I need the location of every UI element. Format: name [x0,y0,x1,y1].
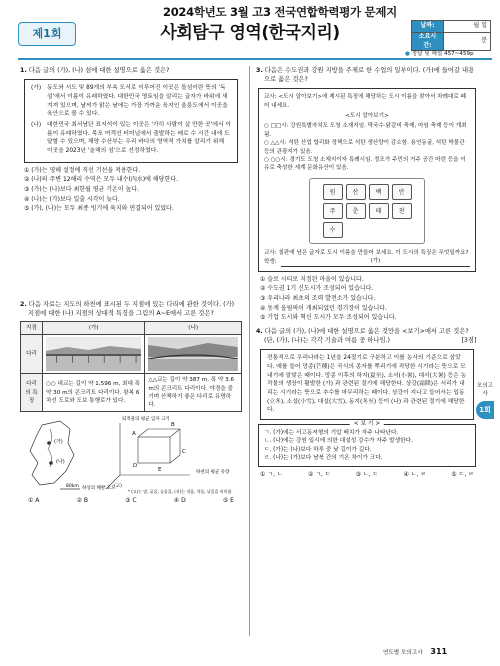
map-graph-figure [20,415,242,495]
question-2-options [20,497,242,506]
time-field[interactable]: 분 [444,33,491,51]
right-column [256,66,478,484]
clue-1: ○ □□시: 강원특별자치도 도청 소재지임. 막국수·닭갈비 축제, 마임 축제 등이 개최됨. [264,123,467,138]
question-3 [256,66,478,323]
option-5[interactable]: ⑤ (가), (나)는 모두 최종 빙기에 육지와 연결되어 있었다. [24,205,174,213]
question-4 [256,327,478,480]
y-axis-label: 퇴적물의 평균 입자 크기 [122,416,170,422]
bogi-box [258,421,476,467]
option-2[interactable]: ② ㄱ, ㄷ [307,471,331,479]
points-label: [3점] [461,337,477,345]
question-4-options [256,471,478,480]
clue-box-title: <도시 알아보기> [345,113,389,120]
tile[interactable]: 백 [369,184,389,200]
bridge-b-photo [145,335,242,374]
passage-tag: (나) [31,121,42,128]
side-tab-round: 1회 [476,401,494,419]
option-5[interactable]: ⑤ ㄷ, ㄹ [451,471,474,479]
column-divider [249,66,250,636]
passage-tag: (가) [31,85,42,92]
passage-text: 동도와 서도 및 89개의 부속 도서로 이루어진 이곳은 돌섬이란 뜻의 '독섬'에서 이름이 유래하였다. 대한민국 영토임을 알리는 글자가 바위에 새겨져 있으며, 날씨가 맑은 날에는 가장 가까운 육지인 울릉도에서 이곳을 육안으로 볼 수 있다. [47,85,228,118]
bridge-b-description: △△교는 길이 약 387 m, 폭 약 3.6 m의 콘크리트 다리이다. 야경을 즐기며 산책하기 좋은 다리로 유명하다. [145,374,242,411]
tile[interactable]: 주 [323,203,343,219]
passage-paragraph [31,84,231,119]
option-5[interactable]: ⑤ E [222,496,234,504]
side-tab[interactable] [476,383,494,419]
table-header-a: (가) [43,322,145,335]
option-5[interactable]: ⑤ 기업 도시와 혁신 도시가 모두 조성되어 있습니다. [260,314,397,322]
point-e: E [158,466,162,473]
clue-3: ○ ○○시: 경기도 도청 소재지이자 특례시임. 정조가 주민의 거주 공간 마련 등을 이유로 축성한 세계 문화유산이 있음. [264,156,466,172]
round-badge: 제1회 [18,22,76,46]
map-and-graph [20,415,242,495]
option-3[interactable]: ③ 우리나라 최초의 조력 발전소가 있습니다. [260,294,376,302]
x-axis-label: 하천의 평균 유량 [196,469,230,475]
option-4[interactable]: ④ 동계 올림픽이 개최되었던 경기장이 있습니다. [260,304,387,312]
exam-heading: 2024학년도 3월 고3 전국연합학력평가 문제지 [163,5,397,19]
passage-text: 대한민국 최서남단 표지석이 있는 이곳은 '가히 사람이 살 만한 곳'에서 이름이 유래하였다. 목포 여객선 터미널에서 출발하는 배로 수 시간 내에 도달할 수 있으며, 해양 수산부는 우리 바다의 영역적 가치를 알리기 위해 이곳을 2023년 '올해의 섬'으로 선정하였다. [47,121,232,154]
question-4-stem [256,327,478,345]
question-4-passage: 전통적으로 우리나라는 1년을 24절기로 구분하고 이를 농사의 기준으로 삼았다. 예를 들어 망종(芒種)은 곡식의 종자를 뿌리기에 적당한 시기라는 뜻으로 모내기에 알맞은 때이다. 망종 이후의 하지(夏至), 소서(小暑), 대서(大暑) 등은 농작물의 생장이 활발한 (가) 과 관련된 절기에 해당한다. 상강(霜降)은 서리가 내리는 시기라는 뜻으로 추수를 마무리하는 때이다. 상강이 지나고 들어서는 입동(立冬), 소설(小雪), 대설(大雪), 동지(冬至) 등이 (나) 과 관련된 절기에 해당한다. [260,349,474,420]
teacher-line-1: 교사: <도시 알아보기>에 제시된 특징에 해당하는 도시 이름을 찾아서 차례대로 떼어 내세요. [264,94,466,109]
clue-2: ○ △△시: 석탄 산업 합리화 정책으로 석탄 생산량이 감소함. 용연동굴, 석탄 박물관 등의 관광지가 있음. [264,140,465,155]
question-number: 4. [256,327,263,335]
student-line [264,257,470,266]
page-number: 311 [430,647,448,656]
tile[interactable]: 원 [323,184,343,200]
question-text: 다음 글의 (가), (나)에 대한 설명으로 옳은 것만을 <보기>에서 고른 것은? (단, (가), (나)는 각각 기술과 여름 중 하나임.) [264,327,469,345]
bridge-a-description: ○○ 대교는 길이 약 1,596 m, 최대 폭 약 30 m의 콘크리트 다리이다. 왕복 6차선 도로와 도보 통행로가 있다. [43,374,145,411]
question-number: 1. [20,67,27,74]
blackboard-tiles [309,178,425,244]
question-1-passage [24,79,238,163]
header-divider [18,58,492,60]
option-1[interactable]: ① A [28,496,40,504]
bridge-a-image [46,337,141,371]
row-label-bridge: 다리 [21,335,43,374]
row-label-feature: 다리의 특징 [21,374,43,411]
korea-map [30,421,80,489]
table-header-b: (나) [145,322,242,335]
option-1[interactable]: ① (가)는 영해 설정에 직선 기선을 적용한다. [24,166,141,174]
student-label: 학생: [264,258,277,265]
axis-direction: (고) [114,483,122,489]
question-2-stem [20,300,242,318]
tile[interactable]: 태 [369,203,389,219]
question-text: 다음은 수도권과 강원 지방을 주제로 한 수업의 일부이다. (가)에 들어갈 내용으로 옳은 것은? [264,67,475,84]
bogi-item: ㄹ. (나)는 (가)보다 남북 간의 기온 차이가 크다. [264,454,383,461]
option-4[interactable]: ④ (나)는 (가)보다 일출 시각이 늦다. [24,195,120,203]
bullet-icon: ● [405,51,410,57]
map-label-a: (가) [54,438,63,445]
tile[interactable]: 산 [346,184,366,200]
question-1 [20,66,242,214]
option-3[interactable]: ③ C [125,496,137,504]
date-time-box [411,20,491,51]
option-1[interactable]: ① ㄱ, ㄴ [260,471,283,479]
question-text: 다음 자료는 지도의 하천에 표시된 두 지점에 있는 다리에 관한 것이다. (가) 지점에 대한 (나) 지점의 상대적 특징을 그림의 A~E에서 고른 것은? [28,301,235,318]
point-c: C [182,448,186,455]
tile[interactable]: 안 [392,184,412,200]
bogi-item: ㄱ. (가)에는 서고동저형의 기압 배치가 자주 나타난다. [264,430,399,437]
point-b: B [171,421,175,428]
tile[interactable]: 천 [392,203,412,219]
question-number: 2. [20,301,27,309]
left-column [20,66,242,510]
table-header-point: 지점 [21,322,43,335]
tile[interactable]: 춘 [346,203,366,219]
time-label: 소요시간: [412,33,444,51]
z-axis-label: 하상의 해발 고도 [82,485,116,491]
tile[interactable]: 수 [323,222,343,238]
graph-note: * (고)는 많, 굵음, 높음을, (저)는 적음, 작음, 낮음을 의미함. [128,488,233,494]
answer-blank: (가) [281,257,470,266]
question-1-stem [20,66,242,75]
option-4[interactable]: ④ ㄴ, ㄹ [403,471,427,479]
map-scale: 80km [66,483,79,489]
page-title: 사회탐구 영역(한국지리) [160,23,340,43]
teacher-line-2: 교사: 칠판에 남은 글자로 도시 이름을 만들어 보세요. 이 도시의 특징은 무엇일까요? [264,249,469,256]
footer [383,646,447,658]
bogi-title: < 보 기 > [350,420,384,428]
bogi-item: ㄴ. (나)에는 강원 일시에 의한 대설성 강수가 자주 발생한다. [264,438,413,445]
answer-note-text: 정답 및 해설 457~459p [411,51,474,57]
question-3-options [256,276,478,323]
point-a: A [132,430,136,437]
date-label: 날짜: [412,21,444,33]
question-2 [20,300,242,505]
question-1-options [20,167,242,214]
question-3-stem [256,66,478,84]
option-2[interactable]: ② 수도권 1기 신도시가 조성되어 있습니다. [260,285,374,293]
date-field[interactable]: 월 일 [444,21,491,33]
option-2[interactable]: ② (나)의 주변 12해리 수역은 모두 내수(內水)에 해당한다. [24,176,178,184]
axes-graph [106,423,190,489]
option-2[interactable]: ② B [76,496,88,504]
bridge-a-photo [43,335,145,374]
answer-note [405,50,474,58]
lesson-box [258,88,476,271]
side-tab-label: 모의고사 [477,383,493,397]
bridge-comparison-table [20,321,242,412]
footer-label: 연도별 모의고사 [383,650,423,656]
option-3[interactable]: ③ ㄴ, ㄷ [355,471,379,479]
question-number: 3. [256,67,263,74]
bridge-b-illustration [148,337,238,371]
map-label-b: (나) [56,458,65,465]
option-3[interactable]: ③ (가)는 (나)보다 최한월 평균 기온이 높다. [24,186,140,193]
bridge-b-image [148,337,238,371]
point-d: D [133,462,138,469]
bridge-a-illustration [46,337,141,371]
question-text: 다음 글의 (가), (나) 섬에 대한 설명으로 옳은 것은? [28,67,170,74]
bogi-item: ㄷ. (가)는 (나)보다 하루 중 낮 길이가 길다. [264,446,372,453]
passage-paragraph [31,121,231,156]
option-4[interactable]: ④ D [173,496,186,504]
option-1[interactable]: ① 슬로 시티로 지정된 마을이 있습니다. [260,275,364,283]
